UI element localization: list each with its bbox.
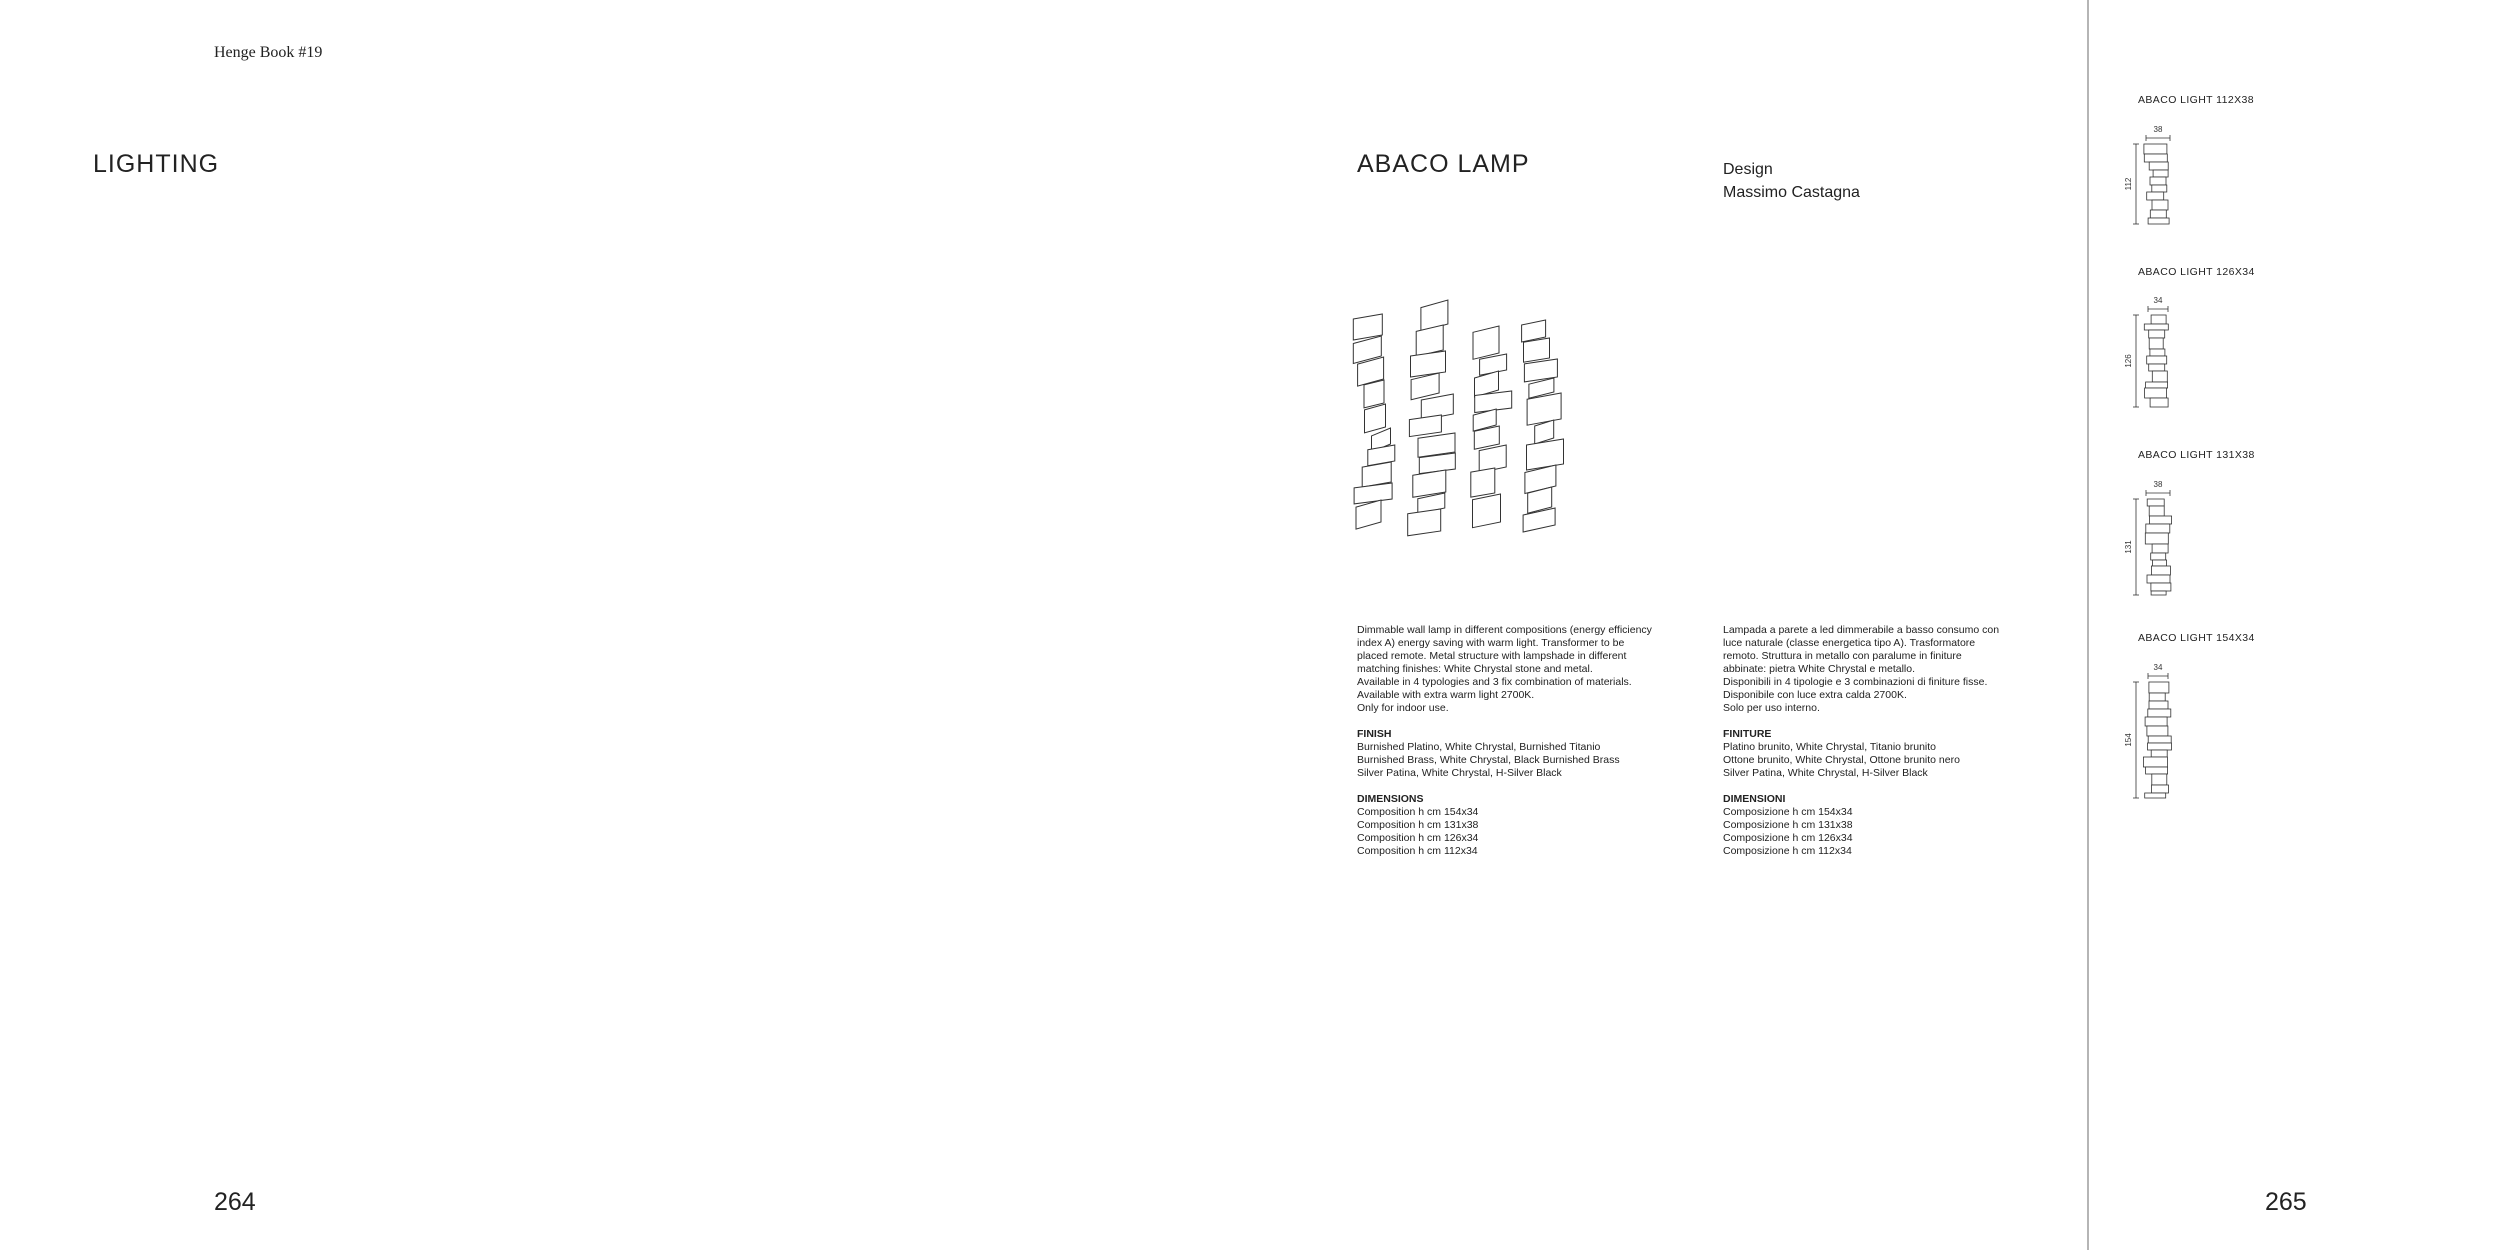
lamp-module: [2146, 382, 2168, 388]
lamp-module: [2149, 693, 2165, 701]
dimensions-heading: DIMENSIONI: [1723, 793, 1786, 805]
lamp-module: [2149, 682, 2169, 693]
english-column: [1357, 624, 1702, 858]
variant-label: ABACO LIGHT 131X38: [2138, 449, 2255, 461]
designer-name: Massimo Castagna: [1723, 184, 1860, 201]
variant-label: ABACO LIGHT 126X34: [2138, 266, 2255, 278]
dimension-line: Composizione h cm 131x38: [1723, 819, 1853, 831]
variant-drawing-4: [2124, 660, 2188, 804]
lamp-module: [2149, 506, 2164, 516]
lamp-module: [2153, 170, 2168, 177]
lamp-module: [2150, 210, 2166, 218]
italian-column: [1723, 624, 2068, 858]
variant-drawing-1: [2124, 122, 2188, 230]
finish-line: Silver Patina, White Chrystal, H-Silver Black: [1357, 767, 1562, 779]
lamp-panel: [1408, 509, 1441, 536]
dimension-line: Composition h cm 112x34: [1357, 845, 1478, 857]
width-dimension-label: 38: [2153, 125, 2163, 134]
page-number-left: 264: [214, 1188, 256, 1216]
lamp-module: [2149, 162, 2168, 170]
lamp-module: [2147, 499, 2164, 506]
finish-line: Silver Patina, White Chrystal, H-Silver Black: [1723, 767, 1928, 779]
lamp-panel: [1356, 500, 1381, 529]
height-dimension-label: 112: [2124, 177, 2133, 191]
lamp-panel: [1354, 483, 1392, 504]
text-line: Disponibile con luce extra calda 2700K.: [1723, 689, 1907, 701]
lamp-module: [2149, 364, 2165, 371]
page-number-right: 265: [2265, 1188, 2307, 1216]
lamp-module: [2146, 767, 2168, 774]
text-line: Available in 4 typologies and 3 fix combination of materials.: [1357, 676, 1632, 688]
finish-line: Burnished Brass, White Chrystal, Black Burnished Brass: [1357, 754, 1620, 766]
book-title: Henge Book #19: [214, 44, 323, 61]
lamp-module: [2150, 516, 2172, 524]
text-line: Only for indoor use.: [1357, 702, 1449, 714]
dimension-line: Composizione h cm 126x34: [1723, 832, 1853, 844]
design-label: Design: [1723, 161, 1773, 178]
lamp-module: [2151, 591, 2166, 595]
height-dimension-label: 131: [2124, 540, 2133, 554]
lamp-module: [2148, 709, 2171, 717]
lamp-panel: [1409, 415, 1441, 437]
text-line: placed remote. Metal structure with lampshade in different: [1357, 650, 1627, 662]
lamp-module: [2145, 717, 2167, 726]
lamp-module: [2147, 575, 2170, 583]
width-dimension-label: 38: [2153, 480, 2163, 489]
dimensions-heading: DIMENSIONS: [1357, 793, 1424, 805]
lamp-module: [2147, 356, 2167, 364]
lamp-module: [2150, 349, 2165, 356]
lamp-panel: [1413, 470, 1446, 497]
lamp-panel: [1353, 314, 1382, 340]
variant-label: ABACO LIGHT 112X38: [2138, 94, 2254, 106]
dimension-line: Composizione h cm 112x34: [1723, 845, 1852, 857]
variant-drawing-2: [2124, 293, 2188, 413]
finish-line: Burnished Platino, White Chrystal, Burnished Titanio: [1357, 741, 1601, 753]
lamp-panel: [1364, 380, 1384, 408]
lamp-module: [2146, 524, 2170, 533]
lamp-module: [2150, 398, 2168, 407]
lamp-panel: [1473, 326, 1499, 359]
text-line: Lampada a parete a led dimmerabile a basso consumo con: [1723, 624, 2000, 636]
italian-description: [1723, 624, 2068, 715]
lamp-module: [2148, 218, 2169, 224]
text-line: luce naturale (classe energetica tipo A). Trasformatore: [1723, 637, 1976, 649]
lamp-panel: [1522, 320, 1546, 342]
lamp-module: [2147, 726, 2168, 736]
text-line: Dimmable wall lamp in different compositions (energy efficiency: [1357, 624, 1652, 636]
lamp-module: [2151, 553, 2166, 560]
text-line: Available with extra warm light 2700K.: [1357, 689, 1535, 701]
lamp-module: [2150, 177, 2166, 185]
lamp-module: [2151, 583, 2171, 591]
finish-line: Ottone brunito, White Chrystal, Ottone brunito nero: [1723, 754, 1960, 766]
lamp-module: [2149, 701, 2168, 709]
dimension-line: Composition h cm 126x34: [1357, 832, 1479, 844]
text-line: Solo per uso interno.: [1723, 702, 1820, 714]
lamp-module: [2145, 533, 2168, 544]
lamp-module: [2152, 200, 2168, 210]
lamp-module: [2145, 388, 2167, 398]
lamp-module: [2147, 192, 2164, 200]
variant-label: ABACO LIGHT 154X34: [2138, 632, 2255, 644]
lamp-panel: [1365, 404, 1386, 433]
lamp-panel: [1524, 338, 1550, 362]
width-dimension-label: 34: [2153, 663, 2163, 672]
variant-drawing-3: [2124, 477, 2188, 601]
lamp-module: [2152, 185, 2167, 192]
english-description: [1357, 624, 1702, 715]
lamp-module: [2149, 330, 2165, 338]
lamp-module: [2149, 338, 2163, 349]
lamp-module: [2152, 371, 2167, 382]
lamp-module: [2143, 757, 2167, 767]
width-dimension-label: 34: [2153, 296, 2163, 305]
height-dimension-label: 154: [2124, 733, 2133, 747]
lamp-module: [2144, 324, 2168, 330]
product-title: ABACO LAMP: [1357, 150, 1530, 178]
lamp-module: [2153, 560, 2167, 566]
text-line: index A) energy saving with warm light. Transformer to be: [1357, 637, 1625, 649]
lamp-module: [2152, 785, 2169, 793]
dimension-line: Composition h cm 154x34: [1357, 806, 1479, 818]
lamp-module: [2152, 774, 2167, 785]
designer-block: [1723, 158, 1860, 204]
lamp-module: [2151, 566, 2170, 575]
lamp-illustration: [1352, 296, 1582, 546]
lamp-panel: [1527, 439, 1564, 470]
lamp-panel: [1527, 393, 1561, 425]
lamp-module: [2144, 144, 2167, 154]
lamp-panel: [1473, 494, 1501, 528]
finish-heading: FINITURE: [1723, 728, 1772, 740]
text-line: abbinate: pietra White Chrystal e metallo.: [1723, 663, 1916, 675]
text-line: Disponibili in 4 tipologie e 3 combinazioni di finiture fisse.: [1723, 676, 1988, 688]
lamp-module: [2151, 750, 2167, 757]
dimension-line: Composition h cm 131x38: [1357, 819, 1479, 831]
lamp-panel: [1411, 351, 1446, 377]
lamp-panel: [1471, 468, 1495, 497]
lamp-module: [2148, 736, 2171, 743]
lamp-module: [2145, 793, 2166, 798]
finish-line: Platino brunito, White Chrystal, Titanio brunito: [1723, 741, 1937, 753]
text-line: remoto. Struttura in metallo con paralume in finiture: [1723, 650, 1962, 662]
dimension-line: Composizione h cm 154x34: [1723, 806, 1853, 818]
text-line: matching finishes: White Chrystal stone and metal.: [1357, 663, 1593, 675]
lamp-module: [2152, 544, 2168, 553]
lamp-panel: [1411, 373, 1439, 400]
section-title: LIGHTING: [93, 150, 220, 178]
lamp-module: [2144, 154, 2167, 162]
finish-heading: FINISH: [1357, 728, 1392, 740]
lamp-module: [2151, 315, 2166, 324]
height-dimension-label: 126: [2124, 354, 2133, 368]
lamp-module: [2148, 743, 2172, 750]
page-divider: [2087, 0, 2089, 1250]
